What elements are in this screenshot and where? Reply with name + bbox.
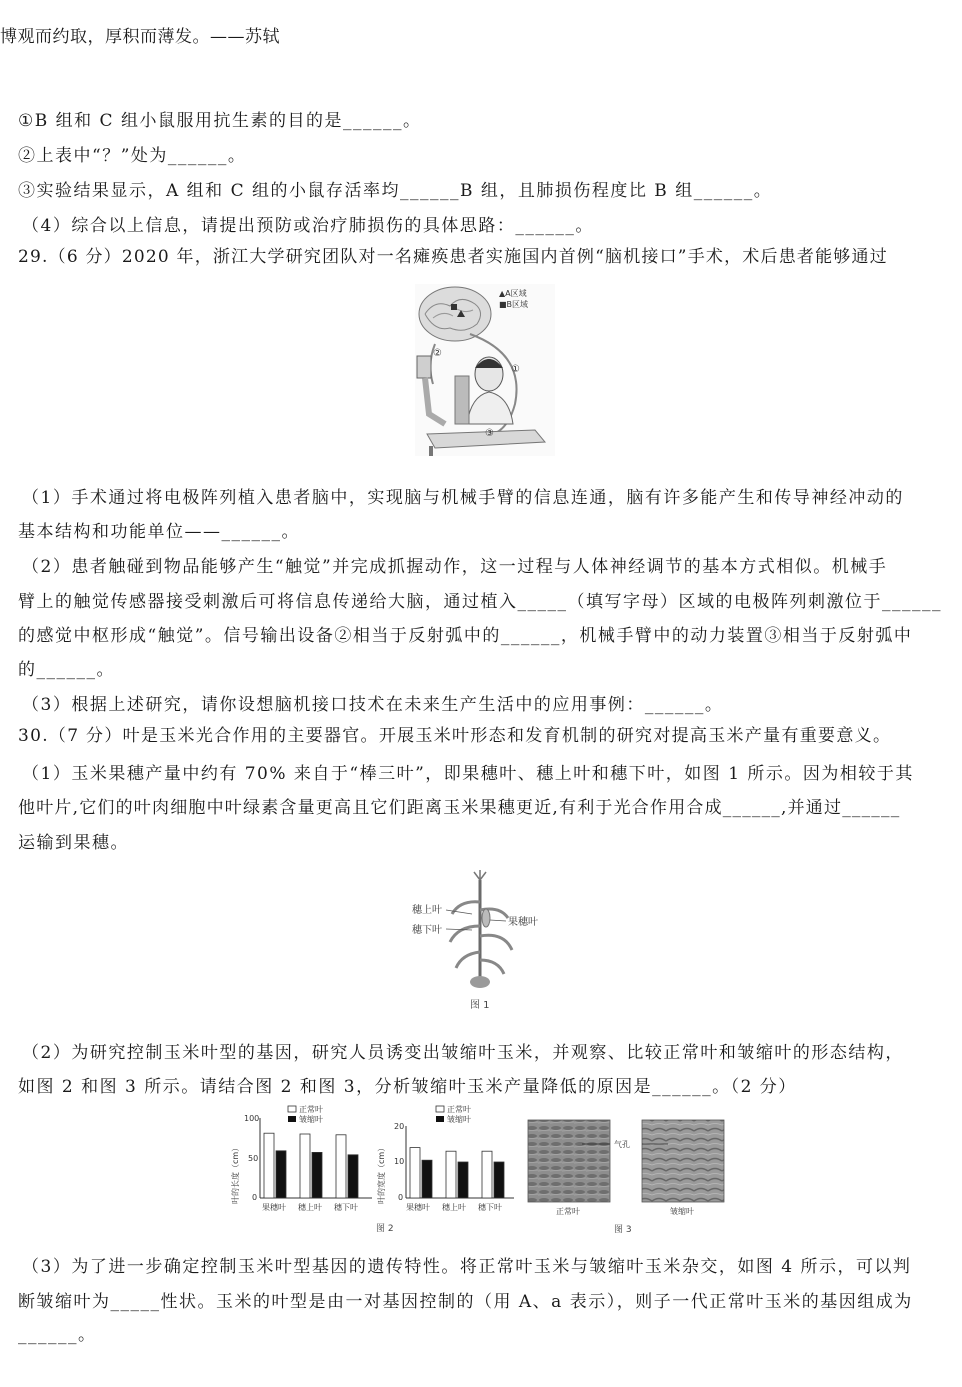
legend-a-label: ▲A区域: [499, 289, 527, 298]
figure-3: [526, 1116, 726, 1238]
figure-2: [226, 1104, 516, 1236]
figure-2-caption: 图 2: [376, 1224, 394, 1234]
chart1-xtick: 穗下叶: [334, 1203, 358, 1212]
chart1-legend-normal: 正常叶: [299, 1105, 323, 1114]
question-line: （2）为研究控制玉米叶型的基因，研究人员诱变出皱缩叶玉米，并观察、比较正常叶和皱缩叶的形态结构，: [22, 1043, 904, 1063]
chart2-ylabel: 叶的宽度（cm）: [377, 1143, 386, 1204]
question-30-title: 30.（7 分）叶是玉米光合作用的主要器官。开展玉米叶形态和发育机制的研究对提高玉米产量有重要意义。: [18, 726, 892, 746]
question-line: 如图 2 和图 3 所示。请结合图 2 和图 3，分析皱缩叶玉米产量降低的原因是______。（2 分）: [18, 1077, 797, 1097]
figure-2-charts: [226, 1104, 516, 1236]
label-wrinkled-leaf: 皱缩叶: [670, 1207, 694, 1216]
chart2-ytick: 10: [394, 1157, 405, 1166]
question-line: 的______。: [18, 660, 115, 680]
label-2: ②: [433, 348, 442, 359]
chart1-ytick: 50: [248, 1154, 259, 1163]
chart1-legend-wrinkled: 皱缩叶: [299, 1115, 323, 1124]
wrinkled-leaf-micrograph: [642, 1120, 724, 1202]
figure-3-micrographs: [526, 1116, 726, 1238]
bar-wrinkled-leaf: [312, 1152, 322, 1198]
corn-plant-illustration: [410, 870, 550, 1015]
header-quote: 博观而约取，厚积而薄发。——苏轼: [0, 27, 280, 47]
question-line: （3）为了进一步确定控制玉米叶型基因的遗传特性。将正常叶玉米与皱缩叶玉米杂交，如图 4 所示，可以判: [22, 1257, 912, 1277]
chart2-legend-normal: 正常叶: [447, 1105, 471, 1114]
question-line: 臂上的触觉传感器接受刺激后可将信息传递给大脑，通过植入_____（填写字母）区域的电极阵列刺激位于______: [18, 592, 942, 612]
figure-3-caption: 图 3: [614, 1225, 632, 1235]
question-line: （1）手术通过将电极阵列植入患者脑中，实现脑与机械手臂的信息连通，脑有许多能产生和传导神经冲动的: [22, 488, 904, 508]
figure-1-caption: 图 1: [470, 1000, 490, 1011]
question-line: （4）综合以上信息，请提出预防或治疗肺损伤的具体思路：______。: [22, 216, 594, 236]
chart1-ytick: 100: [244, 1114, 260, 1123]
label-lower-leaf: 穗下叶: [412, 925, 442, 936]
label-upper-leaf: 穗上叶: [412, 905, 442, 916]
chart2-legend-wrinkled: 皱缩叶: [447, 1115, 471, 1124]
label-ear-leaf: 果穗叶: [508, 917, 538, 928]
bar-normal-leaf: [336, 1135, 346, 1198]
label-stomata: 气孔: [614, 1140, 630, 1149]
bar-normal-leaf: [410, 1148, 420, 1198]
question-line: ①B 组和 C 组小鼠服用抗生素的目的是______。: [18, 111, 422, 131]
bar-normal-leaf: [446, 1151, 456, 1198]
bar-wrinkled-leaf: [348, 1155, 358, 1198]
chart2-xtick: 穗上叶: [442, 1203, 466, 1212]
chart2-ytick: 20: [394, 1122, 405, 1131]
question-line: ______。: [18, 1325, 97, 1345]
question-line: 基本结构和功能单位——______。: [18, 522, 300, 542]
question-line: 的感觉中枢形成“触觉”。信号输出设备②相当于反射弧中的______，机械手臂中的动力装置③相当于反射弧中: [18, 626, 913, 646]
chart1-xtick: 穗上叶: [298, 1203, 322, 1212]
question-line: 断皱缩叶为_____性状。玉米的叶型是由一对基因控制的（用 A、a 表示），则子一代正常叶玉米的基因组成为: [18, 1292, 913, 1312]
normal-leaf-micrograph: [528, 1120, 610, 1202]
chart2-xtick: 果穗叶: [406, 1203, 430, 1212]
bar-normal-leaf: [482, 1151, 492, 1198]
question-line: ②上表中“？”处为______。: [18, 146, 247, 166]
label-normal-leaf: 正常叶: [556, 1207, 580, 1216]
question-line: （2）患者触碰到物品能够产生“触觉”并完成抓握动作，这一过程与人体神经调节的基本方式相似。机械手: [22, 557, 888, 577]
question-29-title: 29.（6 分）2020 年，浙江大学研究团队对一名瘫痪患者实施国内首例“脑机接口”手术，术后患者能够通过: [18, 247, 888, 267]
question-line: ③实验结果显示，A 组和 C 组的小鼠存活率均______B 组，且肺损伤程度比 B 组______。: [18, 181, 773, 201]
chart2-xtick: 穗下叶: [478, 1203, 502, 1212]
label-1: ①: [511, 364, 520, 375]
figure-1: [410, 870, 550, 1015]
legend-b-label: ■B区域: [499, 300, 529, 309]
chart2-ytick: 0: [398, 1193, 404, 1202]
question-line: 运输到果穗。: [18, 833, 129, 853]
bar-wrinkled-leaf: [458, 1162, 468, 1198]
bci-figure: [415, 284, 555, 456]
label-3: ③: [485, 428, 494, 439]
bar-normal-leaf: [300, 1134, 310, 1198]
question-line: （1）玉米果穗产量中约有 70% 来自于“棒三叶”，即果穗叶、穗上叶和穗下叶，如图 1 所示。因为相较于其: [22, 764, 914, 784]
bar-wrinkled-leaf: [276, 1151, 286, 1198]
bar-wrinkled-leaf: [422, 1160, 432, 1198]
chart1-ytick: 0: [252, 1193, 258, 1202]
chart1-xtick: 果穗叶: [262, 1203, 286, 1212]
bci-illustration: [415, 284, 555, 456]
chart1-ylabel: 叶的长度（cm）: [231, 1143, 240, 1204]
question-line: 他叶片,它们的叶肉细胞中叶绿素含量更高且它们距离玉米果穗更近,有利于光合作用合成______,并通过______: [18, 798, 901, 818]
bar-wrinkled-leaf: [494, 1162, 504, 1198]
bar-normal-leaf: [264, 1133, 274, 1198]
question-line: （3）根据上述研究，请你设想脑机接口技术在未来生产生活中的应用事例：______。: [22, 695, 724, 715]
